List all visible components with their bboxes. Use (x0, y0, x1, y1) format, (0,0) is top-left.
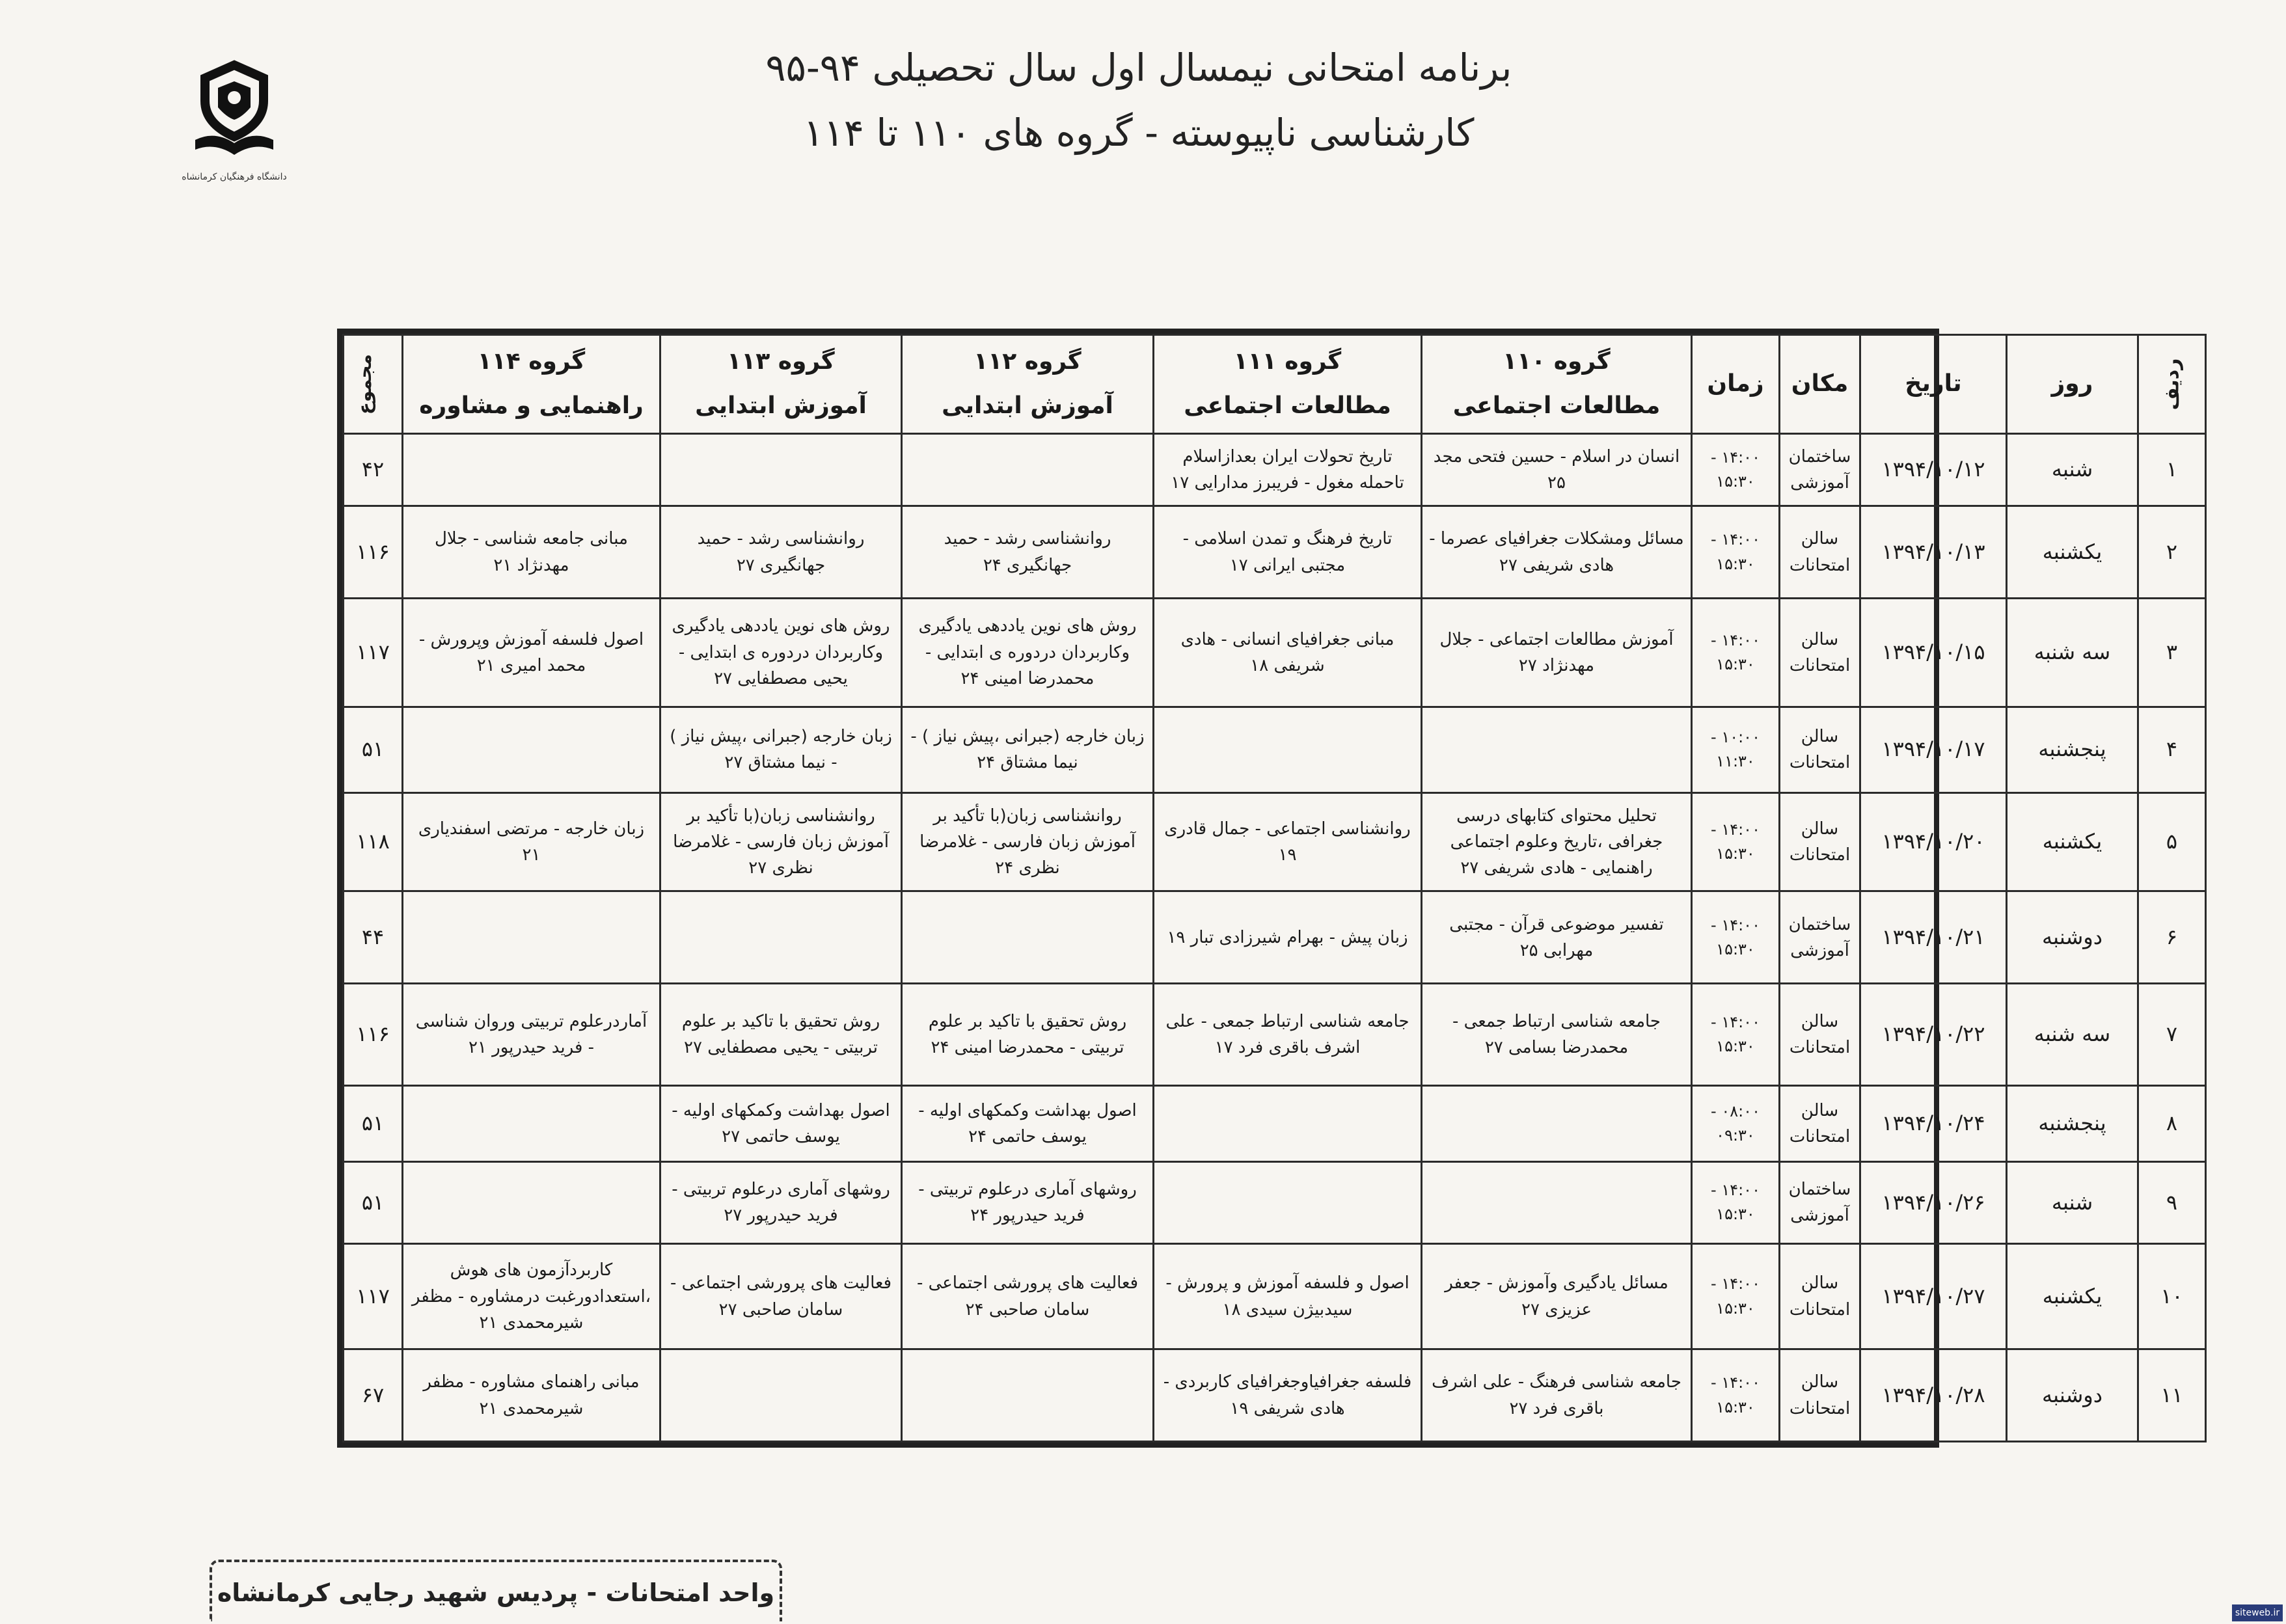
table-header-row (344, 335, 2206, 434)
header-time: زمان (1692, 335, 1780, 434)
time-cell: ۱۴:۰۰ - ۱۵:۳۰ (1692, 1349, 1780, 1442)
day-cell: پنجشنبه (2007, 1086, 2138, 1161)
total-count: ۱۱۷ (344, 1244, 403, 1349)
place-cell: ساختمان آموزشی (1780, 1161, 1860, 1244)
table-row (344, 1244, 2206, 1349)
group-113-course: روانشناسی زبان(با تأکید بر آموزش زبان فارسی - غلامرضا نظری ۲۷ (660, 792, 902, 891)
table-row (344, 433, 2206, 506)
group-113-course: روشهای آماری درعلوم تربیتی - فرید حیدرپور ۲۷ (660, 1161, 902, 1244)
group-110-course: جامعه شناسی ارتباط جمعی - محمدرضا بسامی ۲۷ (1422, 984, 1692, 1086)
group-111-course (1154, 707, 1422, 792)
group-113-course: روانشناسی رشد - حمید جهانگیری ۲۷ (660, 506, 902, 599)
group-111-name: گروه ۱۱۱ (1233, 348, 1342, 375)
group-114-course (403, 433, 660, 506)
group-111-course: فلسفه جغرافیاوجغرافیای کاربردی - هادی شریفی ۱۹ (1154, 1349, 1422, 1442)
row-number: ۹ (2138, 1161, 2206, 1244)
place-cell: سالن امتحانات (1780, 1244, 1860, 1349)
group-114-course: مبانی جامعه شناسی - جلال مهدنژاد ۲۱ (403, 506, 660, 599)
group-111-course: جامعه شناسی ارتباط جمعی - علی اشرف باقری فرد ۱۷ (1154, 984, 1422, 1086)
header-group-111 (1154, 335, 1422, 434)
university-logo (169, 52, 299, 195)
day-cell: یکشنبه (2007, 1244, 2138, 1349)
group-110-course (1422, 707, 1692, 792)
group-114-name: گروه ۱۱۴ (477, 348, 586, 375)
header-place: مکان (1780, 335, 1860, 434)
group-110-course: تفسیر موضوعی قرآن - مجتبی مهرابی ۲۵ (1422, 891, 1692, 984)
place-cell: سالن امتحانات (1780, 984, 1860, 1086)
date-cell: ۱۳۹۴/۱۰/۲۰ (1860, 792, 2007, 891)
time-cell: ۱۴:۰۰ - ۱۵:۳۰ (1692, 506, 1780, 599)
place-cell: ساختمان آموزشی (1780, 891, 1860, 984)
table-row (344, 1161, 2206, 1244)
row-number: ۴ (2138, 707, 2206, 792)
day-cell: سه شنبه (2007, 984, 2138, 1086)
day-cell: دوشنبه (2007, 1349, 2138, 1442)
group-112-course (902, 891, 1154, 984)
total-count: ۵۱ (344, 1161, 403, 1244)
group-112-course: زبان خارجه (جبرانی ،پیش نیاز ) - نیما مشتاق ۲۴ (902, 707, 1154, 792)
total-count: ۱۱۶ (344, 984, 403, 1086)
group-113-course: فعالیت های پرورشی اجتماعی - سامان صاحبی ۲۷ (660, 1244, 902, 1349)
page-title: برنامه امتحانی نیمسال اول سال تحصیلی ۹۴-۹۵ (765, 46, 1512, 90)
group-112-course: روانشناسی زبان(با تأکید بر آموزش زبان فارسی - غلامرضا نظری ۲۴ (902, 792, 1154, 891)
group-112-name: گروه ۱۱۲ (973, 348, 1082, 375)
group-110-course (1422, 1086, 1692, 1161)
total-count: ۱۱۶ (344, 506, 403, 599)
group-110-course: مسائل یادگیری وآموزش - جعفر عزیزی ۲۷ (1422, 1244, 1692, 1349)
header-radif: ردیف (2138, 335, 2206, 434)
exam-unit-footer: واحد امتحانات - پردیس شهید رجایی کرمانشاه (210, 1560, 782, 1621)
day-cell: پنجشنبه (2007, 707, 2138, 792)
place-cell: ساختمان آموزشی (1780, 433, 1860, 506)
group-113-course (660, 891, 902, 984)
total-count: ۱۱۷ (344, 598, 403, 707)
table-row (344, 891, 2206, 984)
day-cell: شنبه (2007, 1161, 2138, 1244)
group-114-course (403, 891, 660, 984)
table-row (344, 707, 2206, 792)
day-cell: دوشنبه (2007, 891, 2138, 984)
group-112-field: آموزش ابتدایی (942, 392, 1113, 420)
group-113-course: روش های نوین یاددهی یادگیری وکاربردان دردوره ی ابتدایی - یحیی مصطفایی ۲۷ (660, 598, 902, 707)
place-cell: سالن امتحانات (1780, 792, 1860, 891)
group-110-field: مطالعات اجتماعی (1452, 392, 1661, 420)
time-cell: ۱۰:۰۰ - ۱۱:۳۰ (1692, 707, 1780, 792)
row-number: ۶ (2138, 891, 2206, 984)
time-cell: ۱۴:۰۰ - ۱۵:۳۰ (1692, 984, 1780, 1086)
table-row (344, 1086, 2206, 1161)
group-112-course: روش های نوین یاددهی یادگیری وکاربردان دردوره ی ابتدایی - محمدرضا امینی ۲۴ (902, 598, 1154, 707)
table-row (344, 984, 2206, 1086)
group-112-course: فعالیت های پرورشی اجتماعی - سامان صاحبی ۲۴ (902, 1244, 1154, 1349)
group-113-course: زبان خارجه (جبرانی ،پیش نیاز ) - نیما مشتاق ۲۷ (660, 707, 902, 792)
group-111-course: اصول و فلسفه آموزش و پرورش - سیدبیژن سیدی ۱۸ (1154, 1244, 1422, 1349)
total-count: ۵۱ (344, 1086, 403, 1161)
schedule-table-frame (337, 329, 2183, 1448)
time-cell: ۰۸:۰۰ - ۰۹:۳۰ (1692, 1086, 1780, 1161)
day-cell: یکشنبه (2007, 792, 2138, 891)
day-cell: شنبه (2007, 433, 2138, 506)
row-number: ۳ (2138, 598, 2206, 707)
group-114-course: اصول فلسفه آموزش وپرورش - محمد امیری ۲۱ (403, 598, 660, 707)
group-114-course: آماردرعلوم تربیتی وروان شناسی - فرید حیدرپور ۲۱ (403, 984, 660, 1086)
group-111-course: زبان پیش - بهرام شیرزادی تبار ۱۹ (1154, 891, 1422, 984)
group-114-course: مبانی راهنمای مشاوره - مظفر شیرمحمدی ۲۱ (403, 1349, 660, 1442)
time-cell: ۱۴:۰۰ - ۱۵:۳۰ (1692, 433, 1780, 506)
day-cell: یکشنبه (2007, 506, 2138, 599)
header-day: روز (2007, 335, 2138, 434)
table-row (344, 792, 2206, 891)
time-cell: ۱۴:۰۰ - ۱۵:۳۰ (1692, 792, 1780, 891)
row-number: ۲ (2138, 506, 2206, 599)
date-cell: ۱۳۹۴/۱۰/۱۳ (1860, 506, 2007, 599)
logo-caption: دانشگاه فرهنگیان کرمانشاه (182, 172, 287, 182)
header-group-114 (403, 335, 660, 434)
group-110-course: جامعه شناسی فرهنگ - علی اشرف باقری فرد ۲۷ (1422, 1349, 1692, 1442)
total-count: ۱۱۸ (344, 792, 403, 891)
total-count: ۴۲ (344, 433, 403, 506)
time-cell: ۱۴:۰۰ - ۱۵:۳۰ (1692, 891, 1780, 984)
total-count: ۶۷ (344, 1349, 403, 1442)
logo-emblem-icon (169, 52, 299, 169)
group-114-course: زبان خارجه - مرتضی اسفندیاری ۲۱ (403, 792, 660, 891)
group-113-field: آموزش ابتدایی (695, 392, 867, 420)
row-number: ۱۰ (2138, 1244, 2206, 1349)
group-113-name: گروه ۱۱۳ (727, 348, 835, 375)
row-number: ۱ (2138, 433, 2206, 506)
group-110-course (1422, 1161, 1692, 1244)
group-113-course: روش تحقیق با تاکید بر علوم تربیتی - یحیی مصطفایی ۲۷ (660, 984, 902, 1086)
group-112-course (902, 433, 1154, 506)
total-count: ۴۴ (344, 891, 403, 984)
place-cell: سالن امتحانات (1780, 598, 1860, 707)
group-110-course: تحلیل محتوای کتابهای درسی جغرافی ،تاریخ وعلوم اجتماعی راهنمایی - هادی شریفی ۲۷ (1422, 792, 1692, 891)
row-number: ۵ (2138, 792, 2206, 891)
time-cell: ۱۴:۰۰ - ۱۵:۳۰ (1692, 1244, 1780, 1349)
group-111-course: تاریخ تحولات ایران بعدازاسلام تاحمله مغول - فریبرز مدارایی ۱۷ (1154, 433, 1422, 506)
header-date: تاریخ (1860, 335, 2007, 434)
group-113-course (660, 1349, 902, 1442)
place-cell: سالن امتحانات (1780, 707, 1860, 792)
group-114-course (403, 1086, 660, 1161)
page-subtitle: کارشناسی ناپیوسته - گروه های ۱۱۰ تا ۱۱۴ (803, 111, 1475, 155)
group-114-course (403, 707, 660, 792)
group-110-course: آموزش مطالعات اجتماعی - جلال مهدنژاد ۲۷ (1422, 598, 1692, 707)
header-group-110 (1422, 335, 1692, 434)
date-cell: ۱۳۹۴/۱۰/۲۷ (1860, 1244, 2007, 1349)
date-cell: ۱۳۹۴/۱۰/۱۵ (1860, 598, 2007, 707)
group-110-course: مسائل ومشکلات جغرافیای عصرما - هادی شریفی ۲۷ (1422, 506, 1692, 599)
header-group-113 (660, 335, 902, 434)
group-112-course (902, 1349, 1154, 1442)
day-cell: سه شنبه (2007, 598, 2138, 707)
group-111-course: روانشناسی اجتماعی - جمال قادری ۱۹ (1154, 792, 1422, 891)
date-cell: ۱۳۹۴/۱۰/۲۱ (1860, 891, 2007, 984)
site-stamp: siteweb.ir (2232, 1604, 2283, 1621)
group-113-course: اصول بهداشت وکمکهای اولیه - یوسف حاتمی ۲۷ (660, 1086, 902, 1161)
date-cell: ۱۳۹۴/۱۰/۱۷ (1860, 707, 2007, 792)
group-110-name: گروه ۱۱۰ (1503, 348, 1611, 375)
group-114-field: راهنمایی و مشاوره (419, 392, 644, 420)
table-row (344, 506, 2206, 599)
group-112-course: اصول بهداشت وکمکهای اولیه - یوسف حاتمی ۲۴ (902, 1086, 1154, 1161)
date-cell: ۱۳۹۴/۱۰/۲۴ (1860, 1086, 2007, 1161)
group-112-course: روشهای آماری درعلوم تربیتی - فرید حیدرپور ۲۴ (902, 1161, 1154, 1244)
time-cell: ۱۴:۰۰ - ۱۵:۳۰ (1692, 1161, 1780, 1244)
date-cell: ۱۳۹۴/۱۰/۲۸ (1860, 1349, 2007, 1442)
place-cell: سالن امتحانات (1780, 506, 1860, 599)
group-112-course: روش تحقیق با تاکید بر علوم تربیتی - محمدرضا امینی ۲۴ (902, 984, 1154, 1086)
row-number: ۷ (2138, 984, 2206, 1086)
exam-schedule-table (342, 334, 2207, 1442)
date-cell: ۱۳۹۴/۱۰/۲۶ (1860, 1161, 2007, 1244)
date-cell: ۱۳۹۴/۱۰/۲۲ (1860, 984, 2007, 1086)
table-row (344, 598, 2206, 707)
group-111-course: تاریخ فرهنگ و تمدن اسلامی - مجتبی ایرانی ۱۷ (1154, 506, 1422, 599)
row-number: ۱۱ (2138, 1349, 2206, 1442)
table-row (344, 1349, 2206, 1442)
group-114-course: کاربردآزمون های هوش ،استعدادورغبت درمشاوره - مظفر شیرمحمدی ۲۱ (403, 1244, 660, 1349)
group-112-course: روانشناسی رشد - حمید جهانگیری ۲۴ (902, 506, 1154, 599)
group-111-course: مبانی جغرافیای انسانی - هادی شریفی ۱۸ (1154, 598, 1422, 707)
group-111-course (1154, 1161, 1422, 1244)
group-111-course (1154, 1086, 1422, 1161)
date-cell: ۱۳۹۴/۱۰/۱۲ (1860, 433, 2007, 506)
place-cell: سالن امتحانات (1780, 1086, 1860, 1161)
row-number: ۸ (2138, 1086, 2206, 1161)
time-cell: ۱۴:۰۰ - ۱۵:۳۰ (1692, 598, 1780, 707)
header-group-112 (902, 335, 1154, 434)
header-total: مجموع (344, 335, 403, 434)
place-cell: سالن امتحانات (1780, 1349, 1860, 1442)
group-111-field: مطالعات اجتماعی (1184, 392, 1391, 420)
group-110-course: انسان در اسلام - حسین فتحی مجد ۲۵ (1422, 433, 1692, 506)
group-113-course (660, 433, 902, 506)
total-count: ۵۱ (344, 707, 403, 792)
group-114-course (403, 1161, 660, 1244)
